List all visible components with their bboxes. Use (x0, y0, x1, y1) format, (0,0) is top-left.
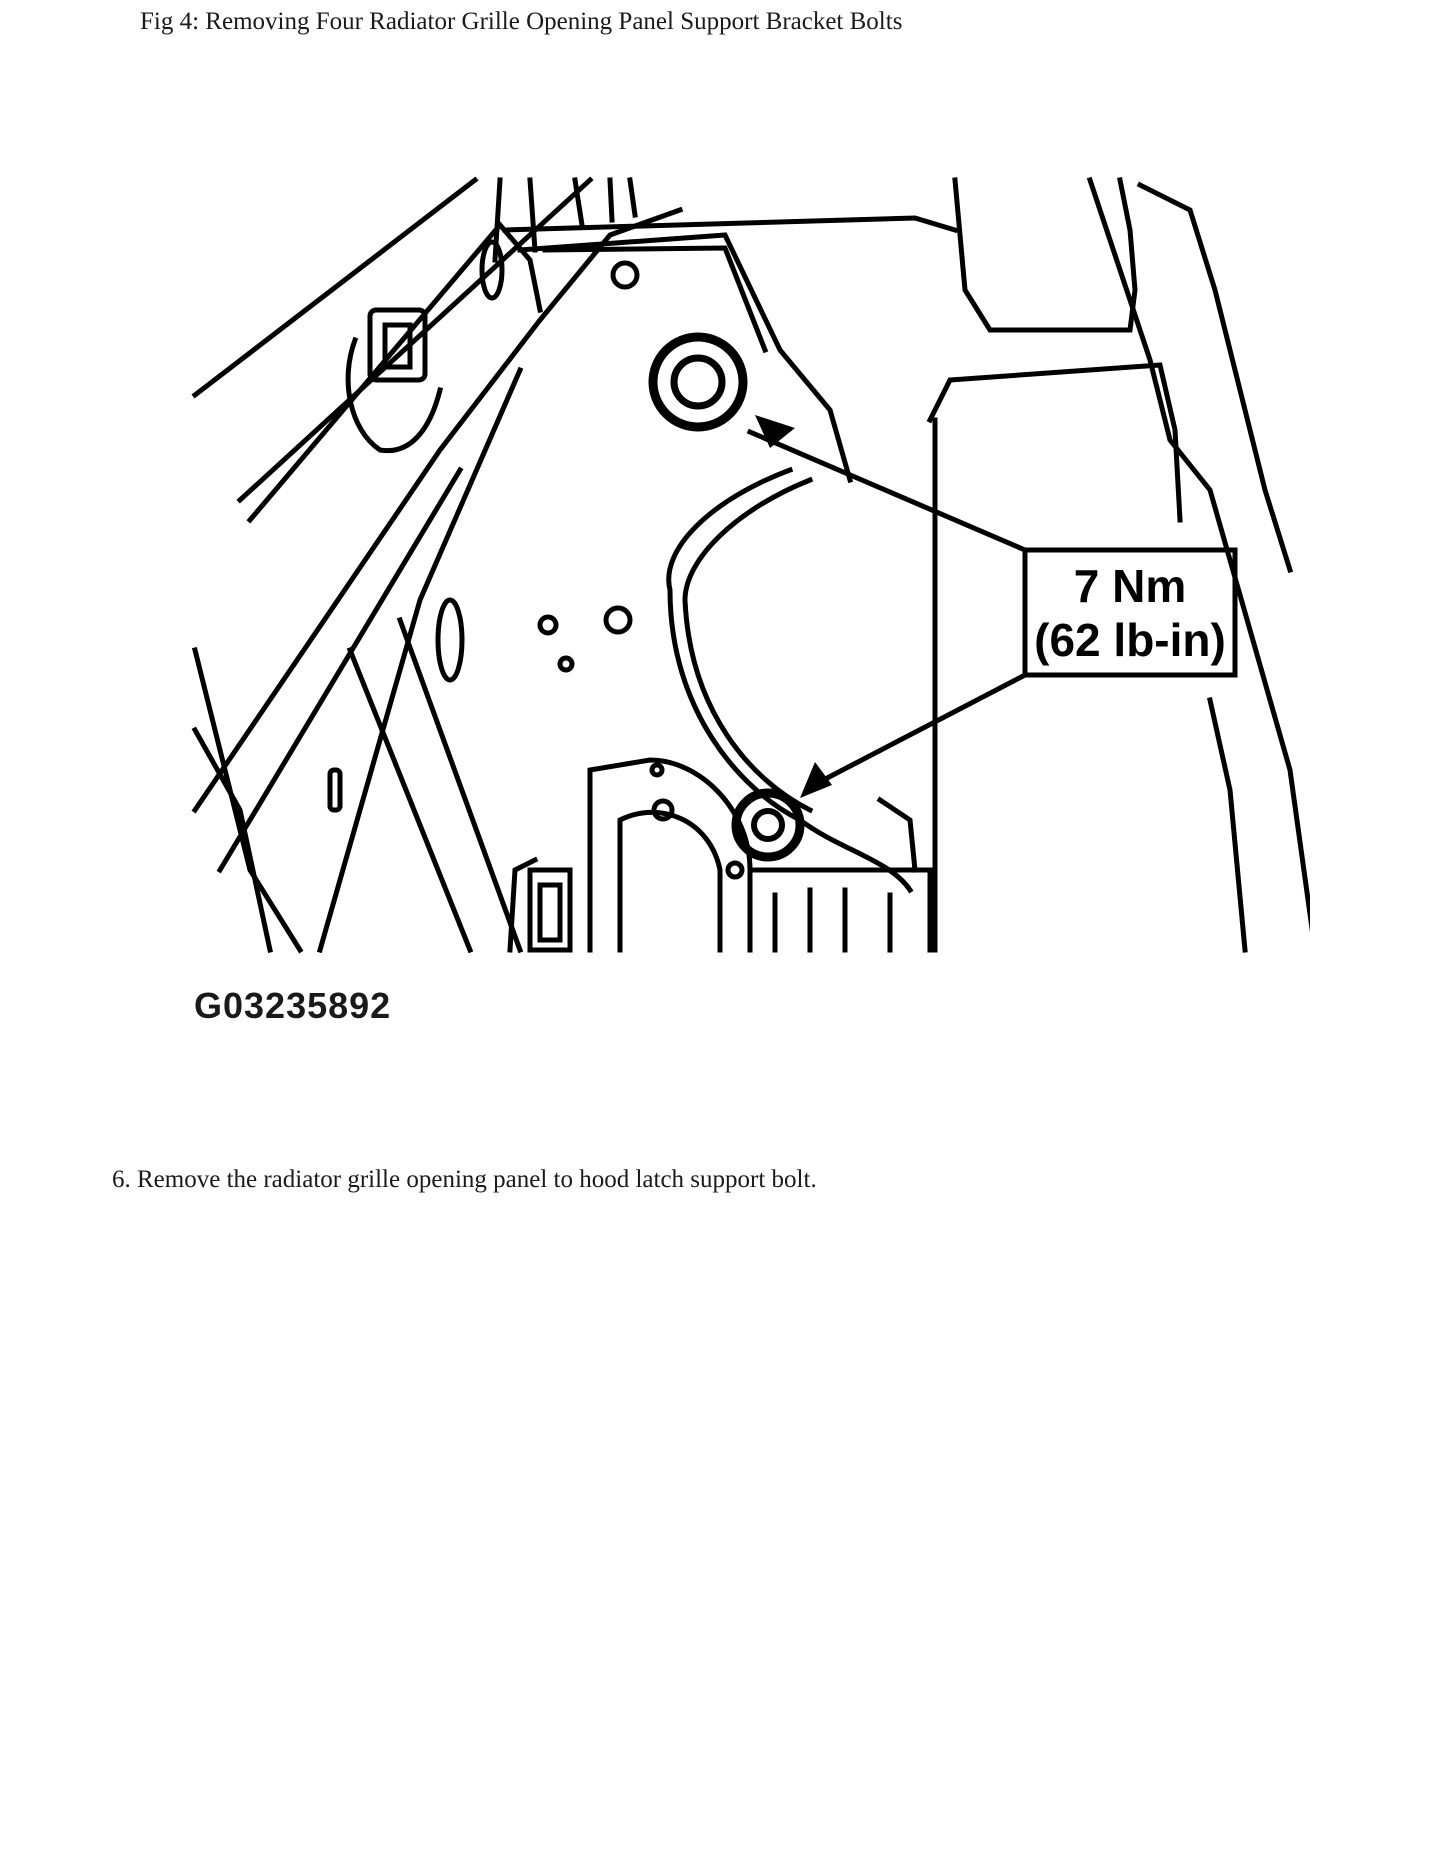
inner-bracket (669, 470, 910, 890)
torque-metric: 7 Nm (1073, 560, 1187, 612)
small-hole (540, 617, 556, 633)
frame-line (195, 730, 270, 950)
frame-line (350, 650, 470, 950)
small-hole (560, 658, 572, 670)
upper-bolt (674, 358, 722, 406)
small-hole (652, 765, 662, 775)
slot-hole (330, 770, 340, 810)
frame-line (610, 180, 612, 220)
right-panel (930, 365, 1180, 520)
illustration-id: G03235892 (194, 985, 392, 1026)
support-bracket (520, 235, 850, 480)
bracket-bolt-illustration (190, 170, 1310, 960)
lower-bracket (775, 890, 890, 950)
frame-line (630, 180, 635, 215)
small-hole (728, 863, 742, 877)
lower-bracket (590, 760, 750, 950)
lower-bolt (754, 811, 782, 839)
support-bracket (505, 218, 955, 230)
figure-caption: Fig 4: Removing Four Radiator Grille Opening Panel Support Bracket Bolts (140, 8, 903, 35)
frame-line (195, 180, 475, 395)
slot-hole (438, 600, 462, 680)
frame-line (530, 180, 535, 250)
leader-line (750, 432, 1025, 550)
upper-bolt (653, 337, 743, 427)
small-hole (613, 263, 637, 287)
torque-imperial: (62 lb-in) (1034, 614, 1226, 666)
frame-line (195, 650, 300, 950)
support-bracket (545, 248, 765, 350)
small-hole (606, 608, 630, 632)
procedure-step: 6. Remove the radiator grille opening panel to hood latch support bolt. (112, 1166, 817, 1193)
lower-bracket (620, 812, 720, 950)
support-bracket (955, 180, 1135, 330)
lower-left-nut (540, 885, 560, 940)
lower-bracket (880, 800, 915, 870)
right-panel (1210, 700, 1245, 950)
arrowhead (755, 415, 795, 448)
arrowhead (800, 762, 832, 798)
leader-line (808, 675, 1025, 788)
inner-bracket (685, 480, 810, 810)
